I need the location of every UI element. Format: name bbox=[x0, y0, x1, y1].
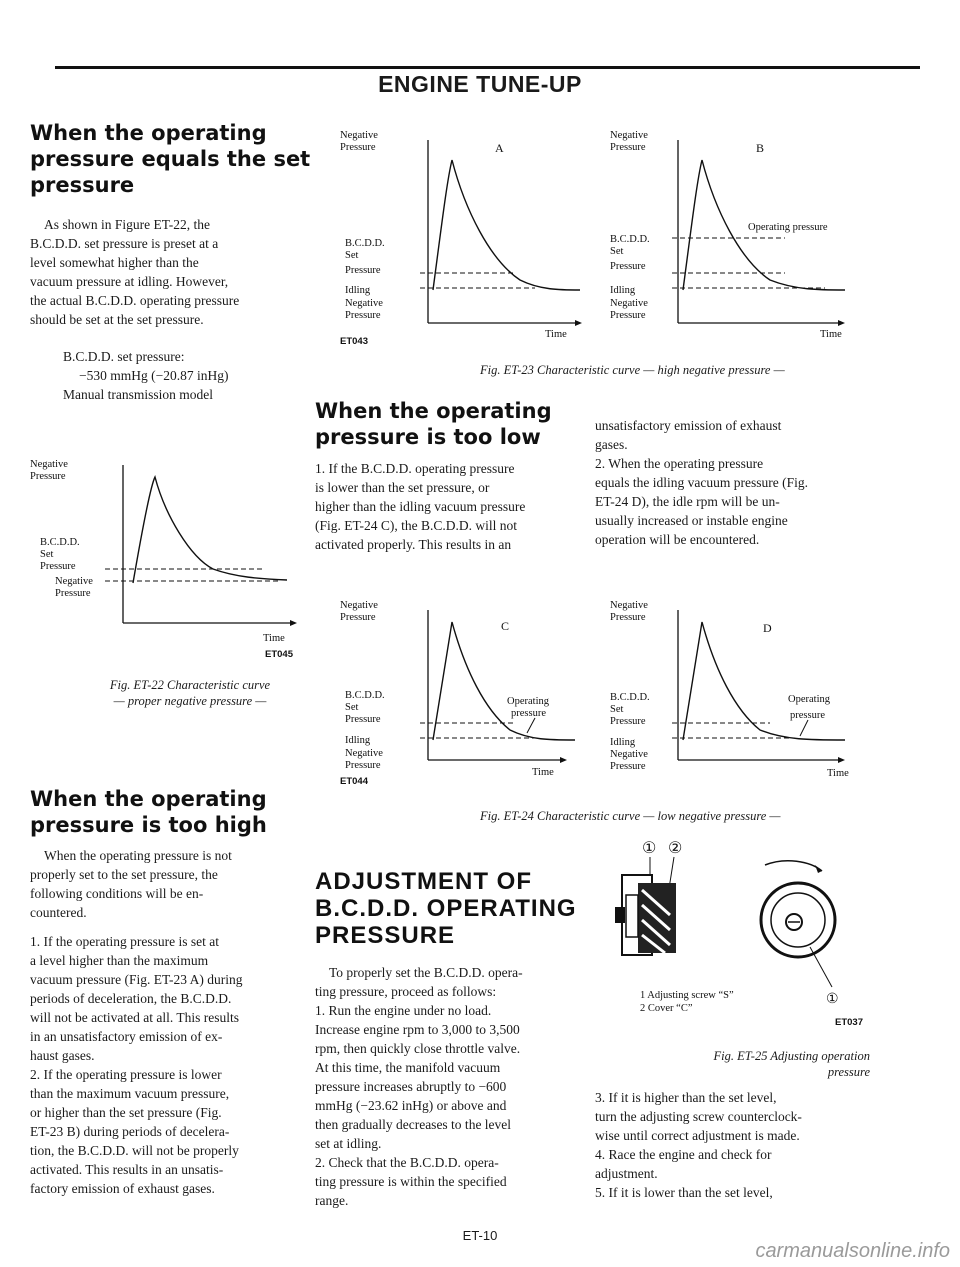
watermark: carmanualsonline.info bbox=[755, 1240, 950, 1262]
label-idling: Idling bbox=[610, 737, 636, 748]
label-idle-negative: Negative bbox=[345, 298, 383, 309]
fig-et22-chart bbox=[25, 445, 305, 660]
label-idle-pressure: Pressure bbox=[610, 310, 646, 321]
label-idle-pressure: Pressure bbox=[345, 310, 381, 321]
cover-top-view bbox=[761, 861, 835, 987]
section-heading-equals: When the operating pressure equals the set pressure bbox=[30, 121, 311, 197]
section-heading-too-high: When the operating pressure is too high bbox=[30, 787, 267, 837]
figure-code: ET044 bbox=[340, 776, 368, 787]
label-set-pressure: Pressure bbox=[610, 716, 646, 727]
label-pressure: Pressure bbox=[30, 471, 66, 482]
callout-2: ② bbox=[668, 840, 683, 857]
label-time: Time bbox=[820, 329, 842, 340]
label-operating-pressure: pressure bbox=[511, 708, 546, 719]
figure-code: ET037 bbox=[835, 1017, 863, 1028]
label-idling: Idling bbox=[345, 735, 371, 746]
section-heading-adjustment: ADJUSTMENT OF B.C.D.D. OPERATING PRESSURE bbox=[315, 868, 577, 949]
label-bcdd: B.C.D.D. bbox=[40, 537, 80, 548]
label-time: Time bbox=[545, 329, 567, 340]
label-pressure-bottom: Pressure bbox=[55, 588, 91, 599]
fig-et24d-chart bbox=[610, 590, 875, 800]
section2-paragraph-intro: When the operating pressure is not properly set to the set pressure, the following conditions will be en- countered. bbox=[30, 848, 232, 920]
label-bcdd: B.C.D.D. bbox=[345, 690, 385, 701]
label-idle-pressure: Pressure bbox=[345, 760, 381, 771]
label-pressure: Pressure bbox=[610, 142, 646, 153]
curve-letter: B bbox=[756, 141, 765, 155]
label-idling: Idling bbox=[345, 285, 371, 296]
fig-et25-caption: Fig. ET-25 Adjusting operation pressure bbox=[713, 1049, 870, 1079]
figure-code: ET043 bbox=[340, 336, 368, 347]
x-axis-arrow bbox=[290, 620, 297, 626]
callout-1: ① bbox=[642, 840, 657, 857]
label-idle-negative: Negative bbox=[610, 298, 648, 309]
label-bcdd: B.C.D.D. bbox=[345, 238, 385, 249]
section3-paragraph-left: 1. If the B.C.D.D. operating pressure is lower than the set pressure, or higher than the idling vacuum pressure (Fig. ET-24 C), the B.C.D.D. will not activated properly. This results in an bbox=[315, 461, 526, 552]
set-pressure-spec: B.C.D.D. set pressure: −530 mmHg (−20.87 inHg) Manual transmission model bbox=[63, 349, 229, 402]
label-time: Time bbox=[263, 633, 285, 644]
callout-cover: ① bbox=[826, 992, 839, 1007]
label-idle-negative: Negative bbox=[610, 749, 648, 760]
section3-paragraph-right: unsatisfactory emission of exhaust gases. 2. When the operating pressure equals the idling vacuum pressure (Fig. ET-24 D), the idle rpm will be un- usually increased or instable engine operation will be encountered. bbox=[595, 418, 808, 547]
label-bcdd: B.C.D.D. bbox=[610, 234, 650, 245]
fig-et22-caption: Fig. ET-22 Characteristic curve — proper negative pressure — bbox=[109, 678, 271, 708]
figure-code: ET045 bbox=[265, 649, 293, 660]
curve-letter: D bbox=[763, 621, 772, 635]
legend-cover: 2 Cover “C” bbox=[640, 1003, 693, 1014]
x-axis-arrow bbox=[575, 320, 582, 326]
label-operating: Operating bbox=[788, 694, 830, 705]
fig-et24-caption: Fig. ET-24 Characteristic curve — low negative pressure — bbox=[480, 809, 781, 823]
label-operating-pressure: Operating pressure bbox=[748, 222, 828, 233]
fig-et23b-chart bbox=[610, 120, 875, 350]
page-number: ET-10 bbox=[462, 1228, 498, 1243]
label-negative: Negative bbox=[340, 600, 378, 611]
label-operating: Operating bbox=[507, 696, 549, 707]
pressure-curve bbox=[433, 160, 580, 290]
label-idle-pressure: Pressure bbox=[610, 761, 646, 772]
operating-leader bbox=[800, 720, 808, 736]
x-axis-arrow bbox=[838, 320, 845, 326]
section1-paragraph: As shown in Figure ET-22, the B.C.D.D. set pressure is preset at a level somewhat higher than the vacuum pressure at idling. However, the actual B.C.D.D. operating pressure should be set at the set pressure. bbox=[30, 217, 240, 327]
section-heading-too-low: When the operating pressure is too low bbox=[315, 399, 552, 449]
pressure-curve bbox=[433, 622, 575, 740]
label-set-pressure: Pressure bbox=[40, 561, 76, 572]
curve-letter: C bbox=[501, 619, 510, 633]
label-negative: Negative bbox=[30, 459, 68, 470]
fig-et23a-chart bbox=[335, 120, 600, 350]
legend-adjusting-screw: 1 Adjusting screw “S” bbox=[640, 990, 734, 1001]
fig-et24c-chart bbox=[335, 590, 600, 800]
label-idle-negative: Negative bbox=[345, 748, 383, 759]
adjustment-steps: 3. If it is higher than the set level, turn the adjusting screw counterclock- wise until correct adjustment is made. 4. Race the engine and check for adjustment. 5. If it is lower than the set level, bbox=[595, 1090, 802, 1200]
bcdd-side-view bbox=[615, 875, 676, 955]
label-set: Set bbox=[345, 250, 359, 261]
label-operating-pressure: pressure bbox=[790, 710, 825, 721]
label-negative-bottom: Negative bbox=[55, 576, 93, 587]
label-time: Time bbox=[532, 767, 554, 778]
label-set: Set bbox=[345, 702, 359, 713]
page-header: ENGINE TUNE-UP bbox=[378, 71, 582, 97]
label-set-pressure: Pressure bbox=[610, 261, 646, 272]
label-set: Set bbox=[40, 549, 54, 560]
label-pressure: Pressure bbox=[340, 612, 376, 623]
fig-et23-caption: Fig. ET-23 Characteristic curve — high negative pressure — bbox=[480, 363, 785, 377]
label-negative: Negative bbox=[610, 600, 648, 611]
x-axis-arrow bbox=[560, 757, 567, 763]
header-rule bbox=[55, 66, 920, 69]
pressure-curve bbox=[683, 622, 845, 740]
section2-paragraph-1: 1. If the operating pressure is set at a level higher than the maximum vacuum pressure (Fig. ET-23 A) during periods of deceleration, the B.C.D.D. will not be activated at all. This results in an unsatisfactory emission of ex- haust gases. bbox=[30, 934, 243, 1063]
label-set: Set bbox=[610, 246, 624, 257]
label-set-pressure: Pressure bbox=[345, 265, 381, 276]
operating-leader bbox=[527, 718, 535, 733]
pressure-curve bbox=[133, 477, 287, 583]
label-pressure: Pressure bbox=[340, 142, 376, 153]
label-time: Time bbox=[827, 768, 849, 779]
label-negative: Negative bbox=[610, 130, 648, 141]
x-axis-arrow bbox=[838, 757, 845, 763]
label-idling: Idling bbox=[610, 285, 636, 296]
label-set: Set bbox=[610, 704, 624, 715]
fig-et25-diagram bbox=[610, 835, 880, 1035]
label-bcdd: B.C.D.D. bbox=[610, 692, 650, 703]
section4-paragraph: To properly set the B.C.D.D. opera- ting pressure, proceed as follows: 1. Run the engine under no load. Increase engine rpm to 3,000 to 3,500 rpm, then quickly close throttle valve. At this time, the manifold vacuum pressure increases abruptly to −600 mmHg (−23.62 inHg) or above and then gradually decreases to the level set at idling. 2. Check that the B.C.D.D. opera- ting pressure is within the specified range. bbox=[315, 965, 523, 1208]
curve-letter: A bbox=[495, 141, 504, 155]
section2-paragraph-2: 2. If the operating pressure is lower than the maximum vacuum pressure, or higher than the set pressure (Fig. ET-23 B) during periods of decelera- tion, the B.C.D.D. will not be properly activated. This results in an unsatis- factory emission of exhaust gases. bbox=[30, 1067, 239, 1196]
label-pressure: Pressure bbox=[610, 612, 646, 623]
label-negative: Negative bbox=[340, 130, 378, 141]
label-set-pressure: Pressure bbox=[345, 714, 381, 725]
